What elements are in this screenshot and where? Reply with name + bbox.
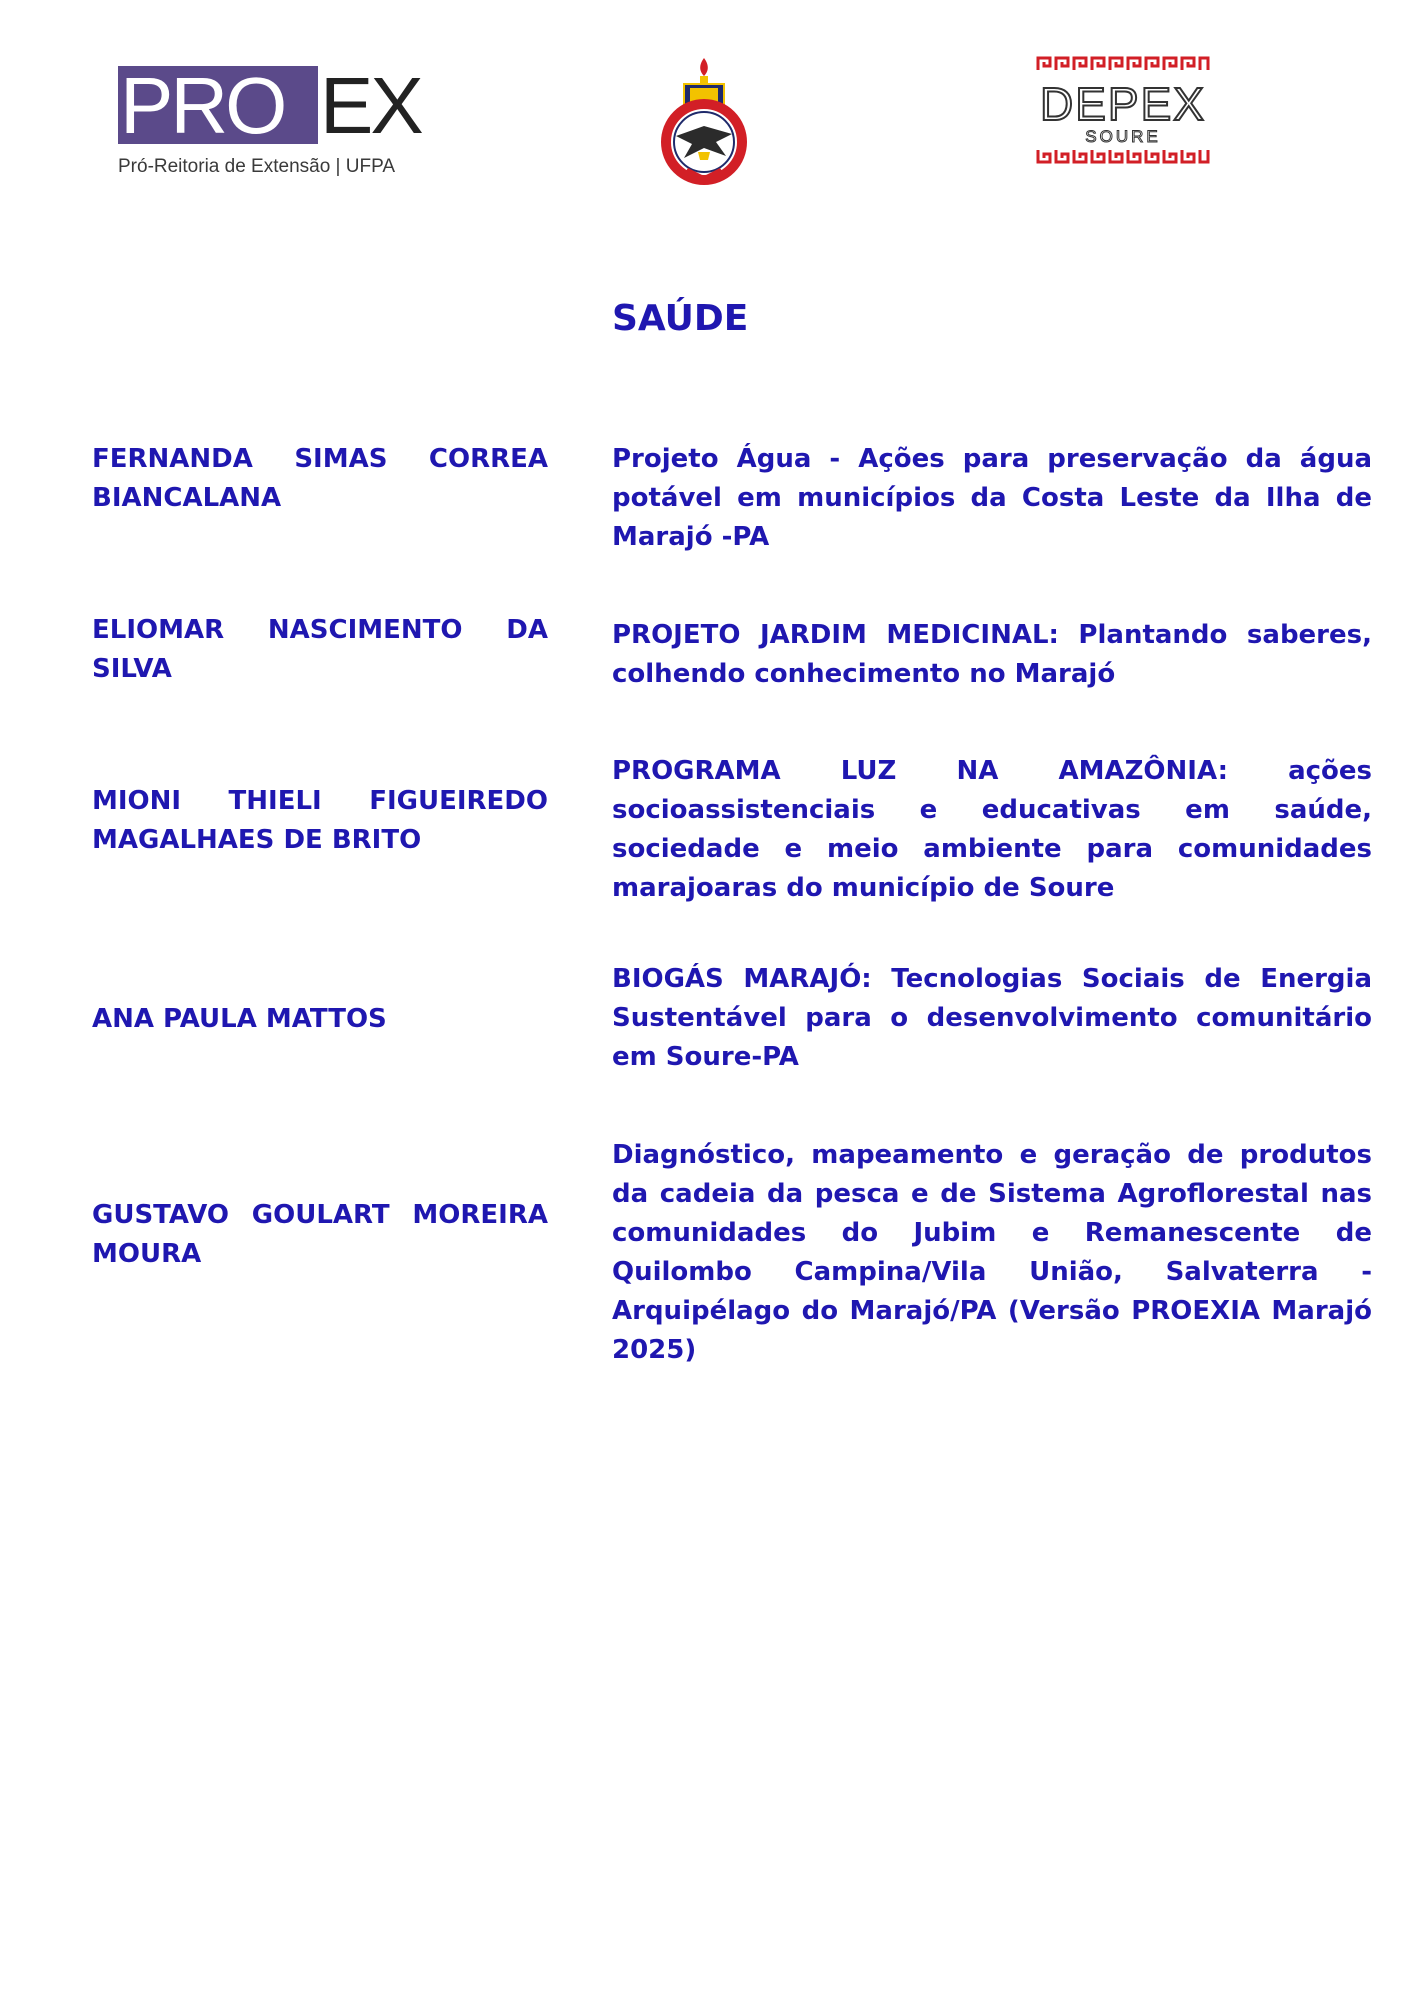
entry-name: FERNANDA SIMAS CORREA BIANCALANA [92,444,548,513]
crest-detail [698,152,710,160]
depex-logo [1036,56,1210,164]
proex-logo-subtitle: Pró-Reitoria de Extensão | UFPA [118,156,396,177]
entry-project: Diagnóstico, mapeamento e geração de produtos da cadeia da pesca e de Sistema Agroflorestal nas comunidades do Jubim e Remanescente de Quilombo Campina/Vila União, Salvaterra - Arquipélago do Marajó/PA (Versão PROEXIA Marajó 2025) [612,1140,1372,1365]
page-header [0,0,1414,200]
entry-name: GUSTAVO GOULART MOREIRA MOURA [92,1200,548,1269]
proex-logo-pro: PRO [120,61,285,150]
entry-name: ANA PAULA MATTOS [92,1004,387,1034]
entry-project: PROGRAMA LUZ NA AMAZÔNIA: ações socioassistenciais e educativas em saúde, sociedade e meio ambiente para comunidades marajoaras do município de Soure [612,756,1372,903]
depex-title: DEPEX [1040,78,1206,130]
torch-flame [700,58,708,76]
depex-subtitle: SOURE [1085,127,1161,146]
entry-name: MIONI THIELI FIGUEIREDO MAGALHAES DE BRITO [92,786,548,855]
proex-logo [118,61,428,186]
torch-base [700,76,708,84]
entry-name: ELIOMAR NASCIMENTO DA SILVA [92,615,548,684]
entry-project: PROJETO JARDIM MEDICINAL: Plantando saberes, colhendo conhecimento no Marajó [612,620,1372,689]
entry-project: BIOGÁS MARAJÓ: Tecnologias Sociais de Energia Sustentável para o desenvolvimento comunitário em Soure-PA [612,964,1372,1072]
section-title: SAÚDE [612,298,749,339]
meander-bottom [1038,150,1208,162]
ufpa-crest-icon [654,56,754,186]
entry-project: Projeto Água - Ações para preservação da água potável em municípios da Costa Leste da Ilha de Marajó -PA [612,444,1372,552]
proex-logo-ex: EX [320,61,421,150]
meander-top [1038,58,1208,70]
